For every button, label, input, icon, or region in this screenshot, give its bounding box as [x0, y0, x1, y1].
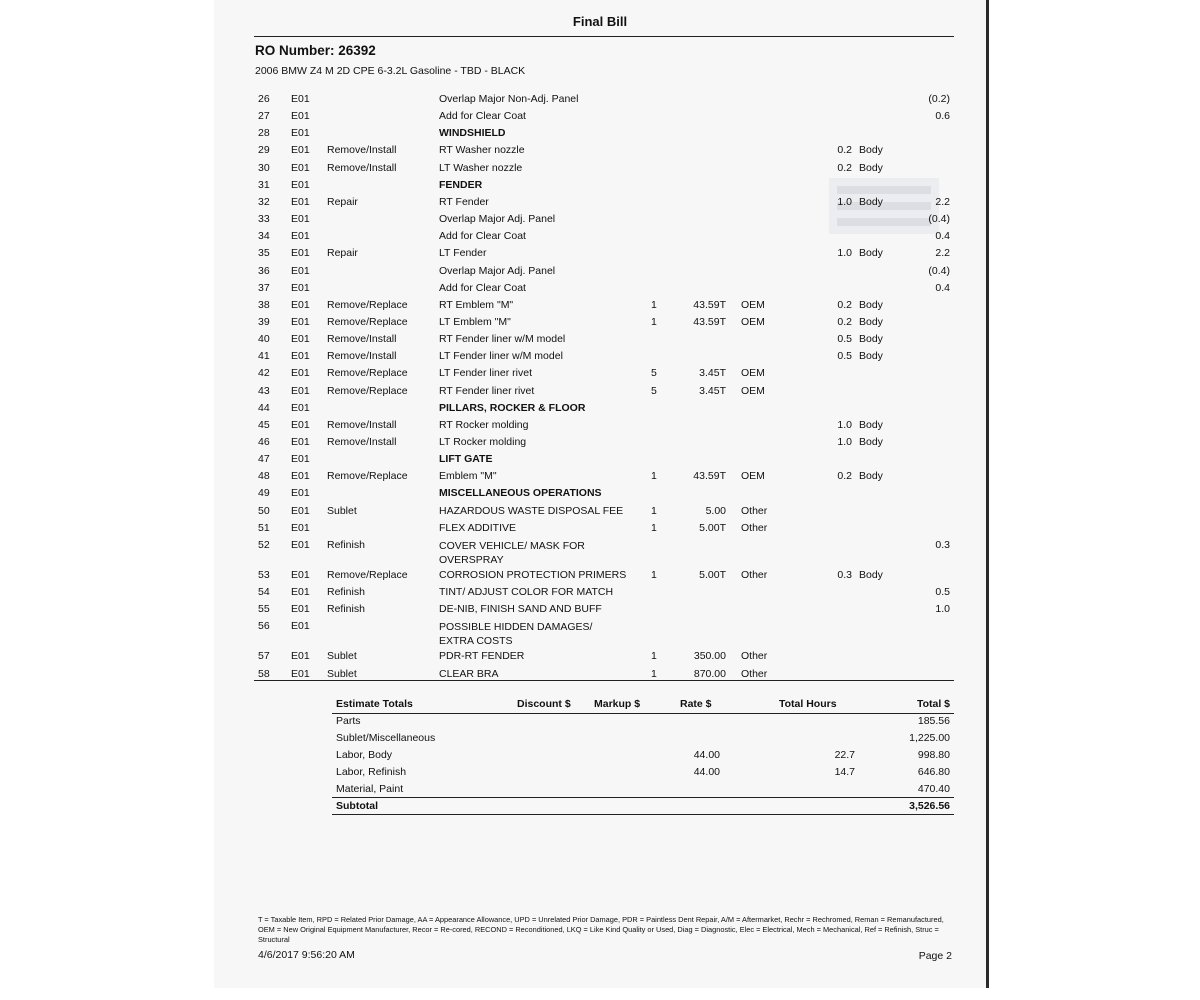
line-description: Emblem "M"	[439, 470, 497, 483]
line-group: E01	[291, 504, 310, 517]
line-number: 42	[258, 367, 270, 380]
line-labor-type: Body	[859, 568, 883, 581]
line-operation: Repair	[327, 195, 358, 208]
line-description: Add for Clear Coat	[439, 281, 526, 294]
vehicle-description: 2006 BMW Z4 M 2D CPE 6-3.2L Gasoline - TBD - BLACK	[255, 65, 526, 77]
bill-page	[214, 0, 989, 988]
line-number: 43	[258, 384, 270, 397]
line-operation: Remove/Install	[327, 161, 397, 174]
line-group: E01	[291, 384, 310, 397]
line-number: 48	[258, 470, 270, 483]
line-number: 47	[258, 453, 270, 466]
line-quantity: 1	[651, 470, 657, 483]
line-labor-type: Body	[859, 470, 883, 483]
line-group: E01	[291, 230, 310, 243]
line-group: E01	[291, 367, 310, 380]
line-operation: Remove/Install	[327, 333, 397, 346]
page-number: Page 2	[918, 950, 952, 962]
line-description: MISCELLANEOUS OPERATIONS	[439, 487, 602, 500]
line-paint-hours: 1.0	[935, 603, 950, 616]
line-description: FLEX ADDITIVE	[439, 521, 517, 534]
line-quantity: 1	[651, 504, 657, 517]
line-group: E01	[291, 620, 310, 633]
line-group: E01	[291, 538, 310, 551]
line-description: LIFT GATE	[439, 453, 493, 466]
line-labor-hours: 0.2	[837, 161, 852, 174]
line-description: Overlap Major Non-Adj. Panel	[439, 93, 579, 105]
line-group: E01	[291, 603, 310, 616]
line-paint-hours: 0.3	[935, 538, 950, 551]
line-description: Overlap Major Adj. Panel	[439, 213, 556, 226]
line-description: RT Emblem "M"	[439, 298, 514, 311]
line-group: E01	[291, 350, 310, 363]
line-price: 5.00T	[699, 521, 726, 534]
line-group: E01	[291, 315, 310, 328]
subtotal-value: 3,526.56	[909, 800, 950, 812]
line-labor-type: Body	[859, 195, 883, 208]
line-description: PILLARS, ROCKER & FLOOR	[439, 401, 586, 414]
line-number: 41	[258, 350, 270, 363]
line-number: 54	[258, 586, 270, 599]
totals-row-rate: 44.00	[693, 766, 720, 778]
line-paint-hours: 0.4	[935, 230, 950, 243]
line-group: E01	[291, 568, 310, 581]
line-number: 32	[258, 195, 270, 208]
line-part-type: Other	[741, 667, 768, 680]
line-labor-hours: 0.5	[837, 350, 852, 363]
line-part-type: OEM	[741, 384, 765, 397]
line-group: E01	[291, 586, 310, 599]
line-description: LT Rocker molding	[439, 436, 527, 448]
line-labor-hours: 1.0	[837, 436, 852, 448]
totals-header-rule	[332, 713, 954, 714]
line-operation: Remove/Replace	[327, 568, 408, 581]
line-quantity: 5	[651, 384, 657, 397]
line-labor-hours: 0.2	[837, 144, 852, 157]
line-quantity: 1	[651, 521, 657, 534]
abbreviation-legend: T = Taxable Item, RPD = Related Prior Damage, AA = Appearance Allowance, UPD = Unrelated Prior Damage, PDR = Paintless Dent Repair, A/M = Aftermarket, Rechr = Rechromed, Reman = Remanufactured, OEM = New Original Equipment Manufacturer, Recor = Re-cored, RECOND = Reconditioned, LKQ = Like Kind Quality or Used, Diag = Diagnostic, Elec = Electrical, Mech = Mechanical, Ref = Refinish, Struc = Structural	[258, 915, 944, 944]
line-paint-hours: 0.6	[935, 110, 950, 123]
line-description: POSSIBLE HIDDEN DAMAGES/ EXTRA COSTS	[439, 621, 593, 648]
line-operation: Remove/Replace	[327, 384, 408, 397]
line-group: E01	[291, 298, 310, 311]
line-labor-type: Body	[859, 333, 883, 346]
line-part-type: OEM	[741, 298, 765, 311]
line-labor-hours: 0.2	[837, 315, 852, 328]
line-labor-hours: 0.5	[837, 333, 852, 346]
line-price: 43.59T	[693, 298, 726, 311]
line-price: 5.00T	[699, 568, 726, 581]
line-labor-type: Body	[859, 247, 883, 260]
line-description: DE-NIB, FINISH SAND AND BUFF	[439, 603, 602, 616]
line-description: RT Fender	[439, 195, 489, 208]
totals-header-total: Total $	[916, 698, 950, 710]
line-paint-hours: 0.4	[935, 281, 950, 294]
line-paint-hours: (0.4)	[928, 264, 950, 277]
subtotal-top-rule	[332, 797, 954, 798]
line-description: LT Emblem "M"	[439, 315, 511, 328]
line-part-type: OEM	[741, 315, 765, 328]
line-paint-hours: (0.4)	[928, 213, 950, 226]
line-group: E01	[291, 178, 310, 191]
line-part-type: Other	[741, 521, 768, 534]
line-price: 3.45T	[699, 367, 726, 380]
line-description: LT Fender	[439, 247, 487, 260]
line-labor-hours: 1.0	[837, 247, 852, 260]
line-operation: Remove/Install	[327, 350, 397, 363]
line-number: 49	[258, 487, 270, 500]
line-operation: Refinish	[327, 538, 365, 551]
line-paint-hours: 2.2	[935, 247, 950, 260]
totals-row-total: 185.56	[917, 715, 950, 727]
line-number: 55	[258, 603, 270, 616]
line-group: E01	[291, 333, 310, 346]
totals-row-hours: 22.7	[834, 749, 855, 761]
line-group: E01	[291, 418, 310, 431]
line-number: 26	[258, 93, 270, 105]
line-quantity: 1	[651, 315, 657, 328]
line-operation: Sublet	[327, 667, 357, 680]
line-description: WINDSHIELD	[439, 127, 506, 140]
line-number: 36	[258, 264, 270, 277]
line-price: 43.59T	[693, 470, 726, 483]
totals-row-total: 470.40	[917, 783, 950, 795]
line-description: TINT/ ADJUST COLOR FOR MATCH	[439, 586, 614, 599]
line-operation: Remove/Install	[327, 418, 397, 431]
line-operation: Remove/Replace	[327, 298, 408, 311]
line-description: Add for Clear Coat	[439, 230, 526, 243]
totals-row-label: Labor, Refinish	[336, 766, 407, 778]
line-operation: Sublet	[327, 504, 357, 517]
line-group: E01	[291, 213, 310, 226]
line-operation: Refinish	[327, 603, 365, 616]
line-number: 52	[258, 538, 270, 551]
line-number: 56	[258, 620, 270, 633]
line-part-type: Other	[741, 504, 768, 517]
line-operation: Remove/Install	[327, 144, 397, 157]
line-number: 57	[258, 650, 270, 663]
line-number: 28	[258, 127, 270, 140]
line-group: E01	[291, 110, 310, 123]
line-quantity: 1	[651, 667, 657, 680]
line-description: HAZARDOUS WASTE DISPOSAL FEE	[439, 504, 624, 517]
line-number: 53	[258, 568, 270, 581]
line-group: E01	[291, 470, 310, 483]
line-group: E01	[291, 264, 310, 277]
line-description: Overlap Major Adj. Panel	[439, 264, 556, 277]
line-operation: Remove/Replace	[327, 367, 408, 380]
line-group: E01	[291, 247, 310, 260]
print-date: 4/6/2017 9:56:20 AM	[258, 949, 355, 961]
line-operation: Sublet	[327, 650, 357, 663]
line-labor-hours: 0.2	[837, 298, 852, 311]
line-description: LT Washer nozzle	[439, 161, 523, 174]
line-number: 58	[258, 667, 270, 680]
line-labor-type: Body	[859, 161, 883, 174]
totals-row-label: Labor, Body	[336, 749, 393, 761]
line-paint-hours: 0.5	[935, 586, 950, 599]
line-group: E01	[291, 195, 310, 208]
line-number: 33	[258, 213, 270, 226]
line-number: 40	[258, 333, 270, 346]
line-description: COVER VEHICLE/ MASK FOR OVERSPRAY	[439, 539, 585, 566]
line-number: 38	[258, 298, 270, 311]
line-labor-type: Body	[859, 315, 883, 328]
line-number: 50	[258, 504, 270, 517]
line-operation: Remove/Install	[327, 436, 397, 448]
line-labor-hours: 1.0	[837, 418, 852, 431]
line-price: 5.00	[705, 504, 726, 517]
line-quantity: 1	[651, 298, 657, 311]
line-operation: Refinish	[327, 586, 365, 599]
line-number: 31	[258, 178, 270, 191]
line-group: E01	[291, 487, 310, 500]
line-labor-hours: 0.2	[837, 470, 852, 483]
totals-header-estimate: Estimate Totals	[336, 698, 413, 710]
line-group: E01	[291, 401, 310, 414]
line-number: 39	[258, 315, 270, 328]
line-price: 870.00	[693, 667, 726, 680]
line-quantity: 1	[651, 650, 657, 663]
totals-header-markup: Markup $	[594, 698, 641, 710]
line-part-type: Other	[741, 568, 768, 581]
subtotal-bottom-rule	[332, 814, 954, 815]
line-price: 43.59T	[693, 315, 726, 328]
line-number: 37	[258, 281, 270, 294]
line-group: E01	[291, 436, 310, 448]
line-description: LT Fender liner w/M model	[439, 350, 563, 363]
line-number: 27	[258, 110, 270, 123]
line-paint-hours: 2.2	[935, 195, 950, 208]
totals-row-total: 646.80	[917, 766, 950, 778]
line-number: 29	[258, 144, 270, 157]
totals-row-label: Material, Paint	[336, 783, 404, 795]
line-description: LT Fender liner rivet	[439, 367, 532, 380]
line-part-type: Other	[741, 650, 768, 663]
subtotal-label: Subtotal	[336, 800, 378, 812]
line-number: 46	[258, 436, 270, 448]
line-group: E01	[291, 161, 310, 174]
line-group: E01	[291, 521, 310, 534]
page-title: Final Bill	[572, 14, 628, 29]
line-number: 30	[258, 161, 270, 174]
line-group: E01	[291, 281, 310, 294]
line-description: CORROSION PROTECTION PRIMERS	[439, 568, 627, 581]
line-labor-type: Body	[859, 144, 883, 157]
line-group: E01	[291, 93, 310, 105]
line-operation: Remove/Replace	[327, 470, 408, 483]
line-number: 44	[258, 401, 270, 414]
totals-header-discount: Discount $	[517, 698, 571, 710]
line-part-type: OEM	[741, 367, 765, 380]
line-labor-hours: 1.0	[837, 195, 852, 208]
line-quantity: 5	[651, 367, 657, 380]
line-group: E01	[291, 453, 310, 466]
title-divider	[254, 36, 954, 37]
totals-header-hours: Total Hours	[779, 698, 837, 710]
line-items-divider	[254, 680, 954, 681]
line-description: RT Fender liner rivet	[439, 384, 535, 397]
line-description: CLEAR BRA	[439, 667, 499, 680]
line-part-type: OEM	[741, 470, 765, 483]
totals-row-total: 998.80	[917, 749, 950, 761]
line-group: E01	[291, 144, 310, 157]
line-labor-hours: 0.3	[837, 568, 852, 581]
line-labor-type: Body	[859, 436, 883, 448]
line-number: 51	[258, 521, 270, 534]
ro-number: RO Number: 26392	[255, 43, 376, 58]
line-labor-type: Body	[859, 418, 883, 431]
line-number: 34	[258, 230, 270, 243]
line-description: PDR-RT FENDER	[439, 650, 525, 663]
line-description: Add for Clear Coat	[439, 110, 526, 123]
line-operation: Remove/Replace	[327, 315, 408, 328]
totals-row-label: Parts	[336, 715, 361, 727]
line-price: 350.00	[693, 650, 726, 663]
line-labor-type: Body	[859, 350, 883, 363]
totals-row-total: 1,225.00	[909, 732, 950, 744]
line-group: E01	[291, 127, 310, 140]
line-description: FENDER	[439, 178, 483, 191]
line-number: 45	[258, 418, 270, 431]
line-description: RT Rocker molding	[439, 418, 529, 431]
line-group: E01	[291, 667, 310, 680]
line-description: RT Washer nozzle	[439, 144, 525, 157]
line-group: E01	[291, 650, 310, 663]
line-labor-type: Body	[859, 298, 883, 311]
line-paint-hours: (0.2)	[928, 93, 950, 105]
line-description: RT Fender liner w/M model	[439, 333, 566, 346]
totals-row-label: Sublet/Miscellaneous	[336, 732, 436, 744]
totals-header-rate: Rate $	[680, 698, 712, 710]
totals-row-rate: 44.00	[693, 749, 720, 761]
line-operation: Repair	[327, 247, 358, 260]
line-price: 3.45T	[699, 384, 726, 397]
line-quantity: 1	[651, 568, 657, 581]
line-number: 35	[258, 247, 270, 260]
totals-row-hours: 14.7	[834, 766, 855, 778]
